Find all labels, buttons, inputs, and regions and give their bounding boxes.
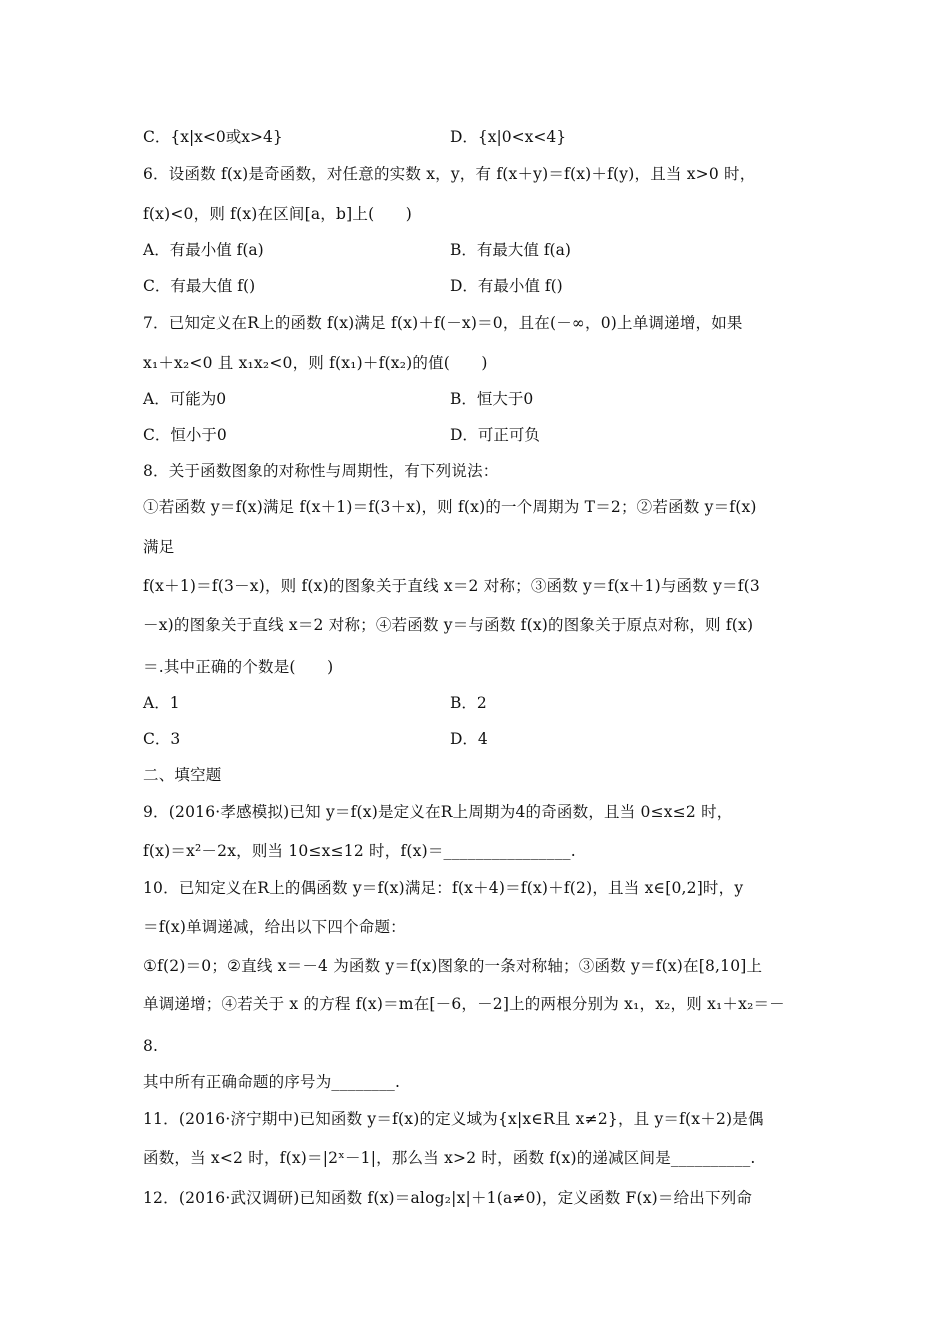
q11-stem-line2: 函数，当 x<2 时，f(x)＝|2ˣ－1|，那么当 x>2 时，函数 f(x)的递减区间是__________. xyxy=(143,1149,756,1167)
q8-option-a: A．1 xyxy=(143,694,180,712)
q7-option-b: B．恒大于0 xyxy=(450,390,534,408)
q6-option-c: C．有最大值 f() xyxy=(143,277,256,295)
q6-option-b: B．有最大值 f(a) xyxy=(450,241,571,259)
q5-option-d: D．{x|0<x<4} xyxy=(450,128,567,146)
q8-stem-line5: －x)的图象关于直线 x＝2 对称；④若函数 y＝与函数 f(x)的图象关于原点对称，则 f(x) xyxy=(143,616,754,634)
q8-stem-line2: ①若函数 y＝f(x)满足 f(x＋1)＝f(3＋x)，则 f(x)的一个周期为 T＝2；②若函数 y＝f(x) xyxy=(143,498,757,516)
q8-stem-line1: 8．关于函数图象的对称性与周期性，有下列说法： xyxy=(143,462,499,480)
section-title-fill-in: 二、填空题 xyxy=(143,766,222,784)
q10-stem-line1: 10．已知定义在R上的偶函数 y＝f(x)满足：f(x＋4)＝f(x)＋f(2)，且当 x∈[0,2]时，y xyxy=(143,879,744,897)
q10-stem-line4: 单调递增；④若关于 x 的方程 f(x)＝m在[－6，－2]上的两根分别为 x₁，x₂，则 x₁＋x₂＝－ xyxy=(143,995,785,1013)
q8-stem-line6: ＝.其中正确的个数是( ) xyxy=(143,658,334,676)
q5-option-c: C．{x|x<0或x>4} xyxy=(143,128,283,146)
q7-stem-line1: 7．已知定义在R上的函数 f(x)满足 f(x)＋f(－x)＝0，且在(－∞，0)上单调递增，如果 xyxy=(143,314,743,332)
q8-stem-line4: f(x＋1)＝f(3－x)，则 f(x)的图象关于直线 x＝2 对称；③函数 y＝f(x＋1)与函数 y＝f(3 xyxy=(143,577,760,595)
q8-option-d: D．4 xyxy=(450,730,488,748)
q9-stem-line1: 9．(2016·孝感模拟)已知 y＝f(x)是定义在R上周期为4的奇函数，且当 0≤x≤2 时， xyxy=(143,803,733,821)
q12-stem-line1: 12．(2016·武汉调研)已知函数 f(x)＝alog₂|x|＋1(a≠0)，定义函数 F(x)＝给出下列命 xyxy=(143,1189,753,1207)
q7-option-a: A．可能为0 xyxy=(143,390,227,408)
q6-stem-line2: f(x)<0，则 f(x)在区间[a，b]上( ) xyxy=(143,205,412,223)
q6-option-d: D．有最小值 f() xyxy=(450,277,563,295)
q7-option-d: D．可正可负 xyxy=(450,426,540,444)
q7-option-c: C．恒小于0 xyxy=(143,426,227,444)
q8-option-c: C．3 xyxy=(143,730,181,748)
q10-stem-line2: ＝f(x)单调递减，给出以下四个命题： xyxy=(143,918,406,936)
q10-stem-line3: ①f(2)＝0；②直线 x＝－4 为函数 y＝f(x)图象的一条对称轴；③函数 y＝f(x)在[8,10]上 xyxy=(143,957,763,975)
q8-stem-line3: 满足 xyxy=(143,538,175,556)
q7-stem-line2: x₁＋x₂<0 且 x₁x₂<0，则 f(x₁)＋f(x₂)的值( ) xyxy=(143,354,488,372)
q6-option-a: A．有最小值 f(a) xyxy=(143,241,264,259)
q8-option-b: B．2 xyxy=(450,694,487,712)
q10-stem-line5: 8. xyxy=(143,1037,159,1055)
q11-stem-line1: 11．(2016·济宁期中)已知函数 y＝f(x)的定义域为{x|x∈R且 x≠2}，且 y＝f(x＋2)是偶 xyxy=(143,1110,764,1128)
q9-stem-line2: f(x)＝x²－2x，则当 10≤x≤12 时，f(x)＝________________. xyxy=(143,842,576,860)
q10-stem-line6: 其中所有正确命题的序号为________. xyxy=(143,1073,401,1091)
q6-stem-line1: 6．设函数 f(x)是奇函数，对任意的实数 x，y，有 f(x＋y)＝f(x)＋f(y)，且当 x>0 时， xyxy=(143,165,756,183)
